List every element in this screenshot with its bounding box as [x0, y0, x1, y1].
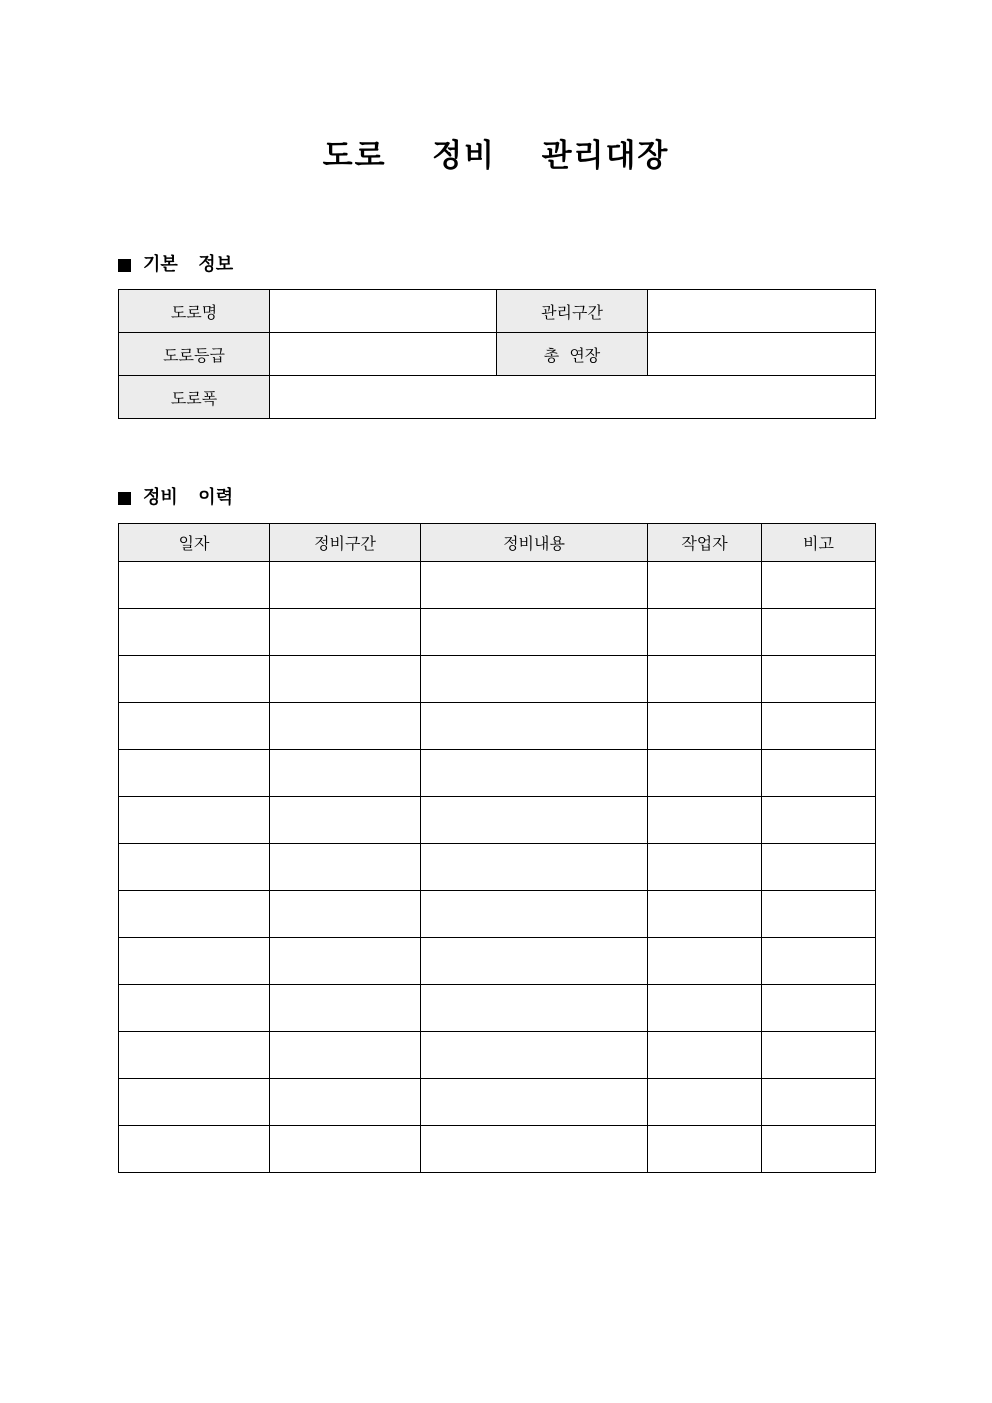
date-cell[interactable]	[119, 891, 270, 938]
section-heading-maintenance-history	[118, 485, 233, 511]
content-cell[interactable]	[421, 750, 648, 797]
section-heading-basic-info	[118, 252, 233, 278]
column-header-section: 정비구간	[270, 524, 421, 562]
content-cell[interactable]	[421, 985, 648, 1032]
table-row	[119, 1032, 876, 1079]
date-cell[interactable]	[119, 1079, 270, 1126]
worker-cell[interactable]	[648, 562, 762, 609]
remarks-cell[interactable]	[762, 656, 876, 703]
section-cell[interactable]	[270, 609, 421, 656]
table-row	[119, 656, 876, 703]
road-width-label: 도로폭	[119, 376, 270, 419]
content-cell[interactable]	[421, 609, 648, 656]
date-cell[interactable]	[119, 938, 270, 985]
content-cell[interactable]	[421, 1032, 648, 1079]
basic-info-table	[118, 289, 876, 419]
content-cell[interactable]	[421, 562, 648, 609]
worker-cell[interactable]	[648, 1079, 762, 1126]
section-cell[interactable]	[270, 1079, 421, 1126]
date-cell[interactable]	[119, 1126, 270, 1173]
content-cell[interactable]	[421, 1079, 648, 1126]
date-cell[interactable]	[119, 797, 270, 844]
worker-cell[interactable]	[648, 656, 762, 703]
section-heading-label: 기본 정보	[143, 254, 234, 275]
total-length-field[interactable]	[648, 333, 876, 376]
table-row	[119, 290, 876, 333]
remarks-cell[interactable]	[762, 844, 876, 891]
worker-cell[interactable]	[648, 844, 762, 891]
table-row	[119, 1079, 876, 1126]
table-row	[119, 376, 876, 419]
table-row	[119, 985, 876, 1032]
section-cell[interactable]	[270, 750, 421, 797]
section-cell[interactable]	[270, 844, 421, 891]
section-cell[interactable]	[270, 985, 421, 1032]
content-cell[interactable]	[421, 891, 648, 938]
worker-cell[interactable]	[648, 938, 762, 985]
history-table-body	[119, 562, 876, 1173]
column-header-date: 일자	[119, 524, 270, 562]
worker-cell[interactable]	[648, 750, 762, 797]
road-width-field[interactable]	[270, 376, 876, 419]
worker-cell[interactable]	[648, 985, 762, 1032]
remarks-cell[interactable]	[762, 797, 876, 844]
table-row	[119, 938, 876, 985]
remarks-cell[interactable]	[762, 1126, 876, 1173]
worker-cell[interactable]	[648, 797, 762, 844]
worker-cell[interactable]	[648, 703, 762, 750]
column-header-worker: 작업자	[648, 524, 762, 562]
section-cell[interactable]	[270, 1126, 421, 1173]
worker-cell[interactable]	[648, 891, 762, 938]
table-row	[119, 562, 876, 609]
content-cell[interactable]	[421, 1126, 648, 1173]
section-cell[interactable]	[270, 797, 421, 844]
worker-cell[interactable]	[648, 1126, 762, 1173]
remarks-cell[interactable]	[762, 891, 876, 938]
table-row	[119, 750, 876, 797]
section-cell[interactable]	[270, 703, 421, 750]
column-header-content: 정비내용	[421, 524, 648, 562]
square-bullet-icon	[118, 259, 131, 272]
remarks-cell[interactable]	[762, 938, 876, 985]
date-cell[interactable]	[119, 750, 270, 797]
worker-cell[interactable]	[648, 609, 762, 656]
date-cell[interactable]	[119, 1032, 270, 1079]
square-bullet-icon	[118, 492, 131, 505]
table-row	[119, 797, 876, 844]
section-label: 관리구간	[497, 290, 648, 333]
table-row	[119, 609, 876, 656]
table-row	[119, 891, 876, 938]
remarks-cell[interactable]	[762, 609, 876, 656]
section-cell[interactable]	[270, 1032, 421, 1079]
total-length-label: 총 연장	[497, 333, 648, 376]
road-name-label: 도로명	[119, 290, 270, 333]
section-cell[interactable]	[270, 938, 421, 985]
road-name-field[interactable]	[270, 290, 497, 333]
date-cell[interactable]	[119, 562, 270, 609]
table-row	[119, 333, 876, 376]
road-grade-field[interactable]	[270, 333, 497, 376]
table-row	[119, 703, 876, 750]
date-cell[interactable]	[119, 609, 270, 656]
remarks-cell[interactable]	[762, 985, 876, 1032]
section-cell[interactable]	[270, 891, 421, 938]
remarks-cell[interactable]	[762, 750, 876, 797]
table-row	[119, 844, 876, 891]
date-cell[interactable]	[119, 656, 270, 703]
remarks-cell[interactable]	[762, 1079, 876, 1126]
worker-cell[interactable]	[648, 1032, 762, 1079]
document-title: 도로 정비 관리대장	[322, 138, 670, 174]
date-cell[interactable]	[119, 703, 270, 750]
road-grade-label: 도로등급	[119, 333, 270, 376]
remarks-cell[interactable]	[762, 562, 876, 609]
section-field[interactable]	[648, 290, 876, 333]
section-heading-label: 정비 이력	[143, 487, 234, 508]
date-cell[interactable]	[119, 985, 270, 1032]
content-cell[interactable]	[421, 703, 648, 750]
content-cell[interactable]	[421, 656, 648, 703]
content-cell[interactable]	[421, 797, 648, 844]
section-cell[interactable]	[270, 562, 421, 609]
table-row	[119, 1126, 876, 1173]
content-cell[interactable]	[421, 938, 648, 985]
remarks-cell[interactable]	[762, 1032, 876, 1079]
date-cell[interactable]	[119, 844, 270, 891]
maintenance-history-table	[118, 523, 876, 1173]
table-header-row	[119, 524, 876, 562]
section-cell[interactable]	[270, 656, 421, 703]
content-cell[interactable]	[421, 844, 648, 891]
remarks-cell[interactable]	[762, 703, 876, 750]
column-header-remarks: 비고	[762, 524, 876, 562]
